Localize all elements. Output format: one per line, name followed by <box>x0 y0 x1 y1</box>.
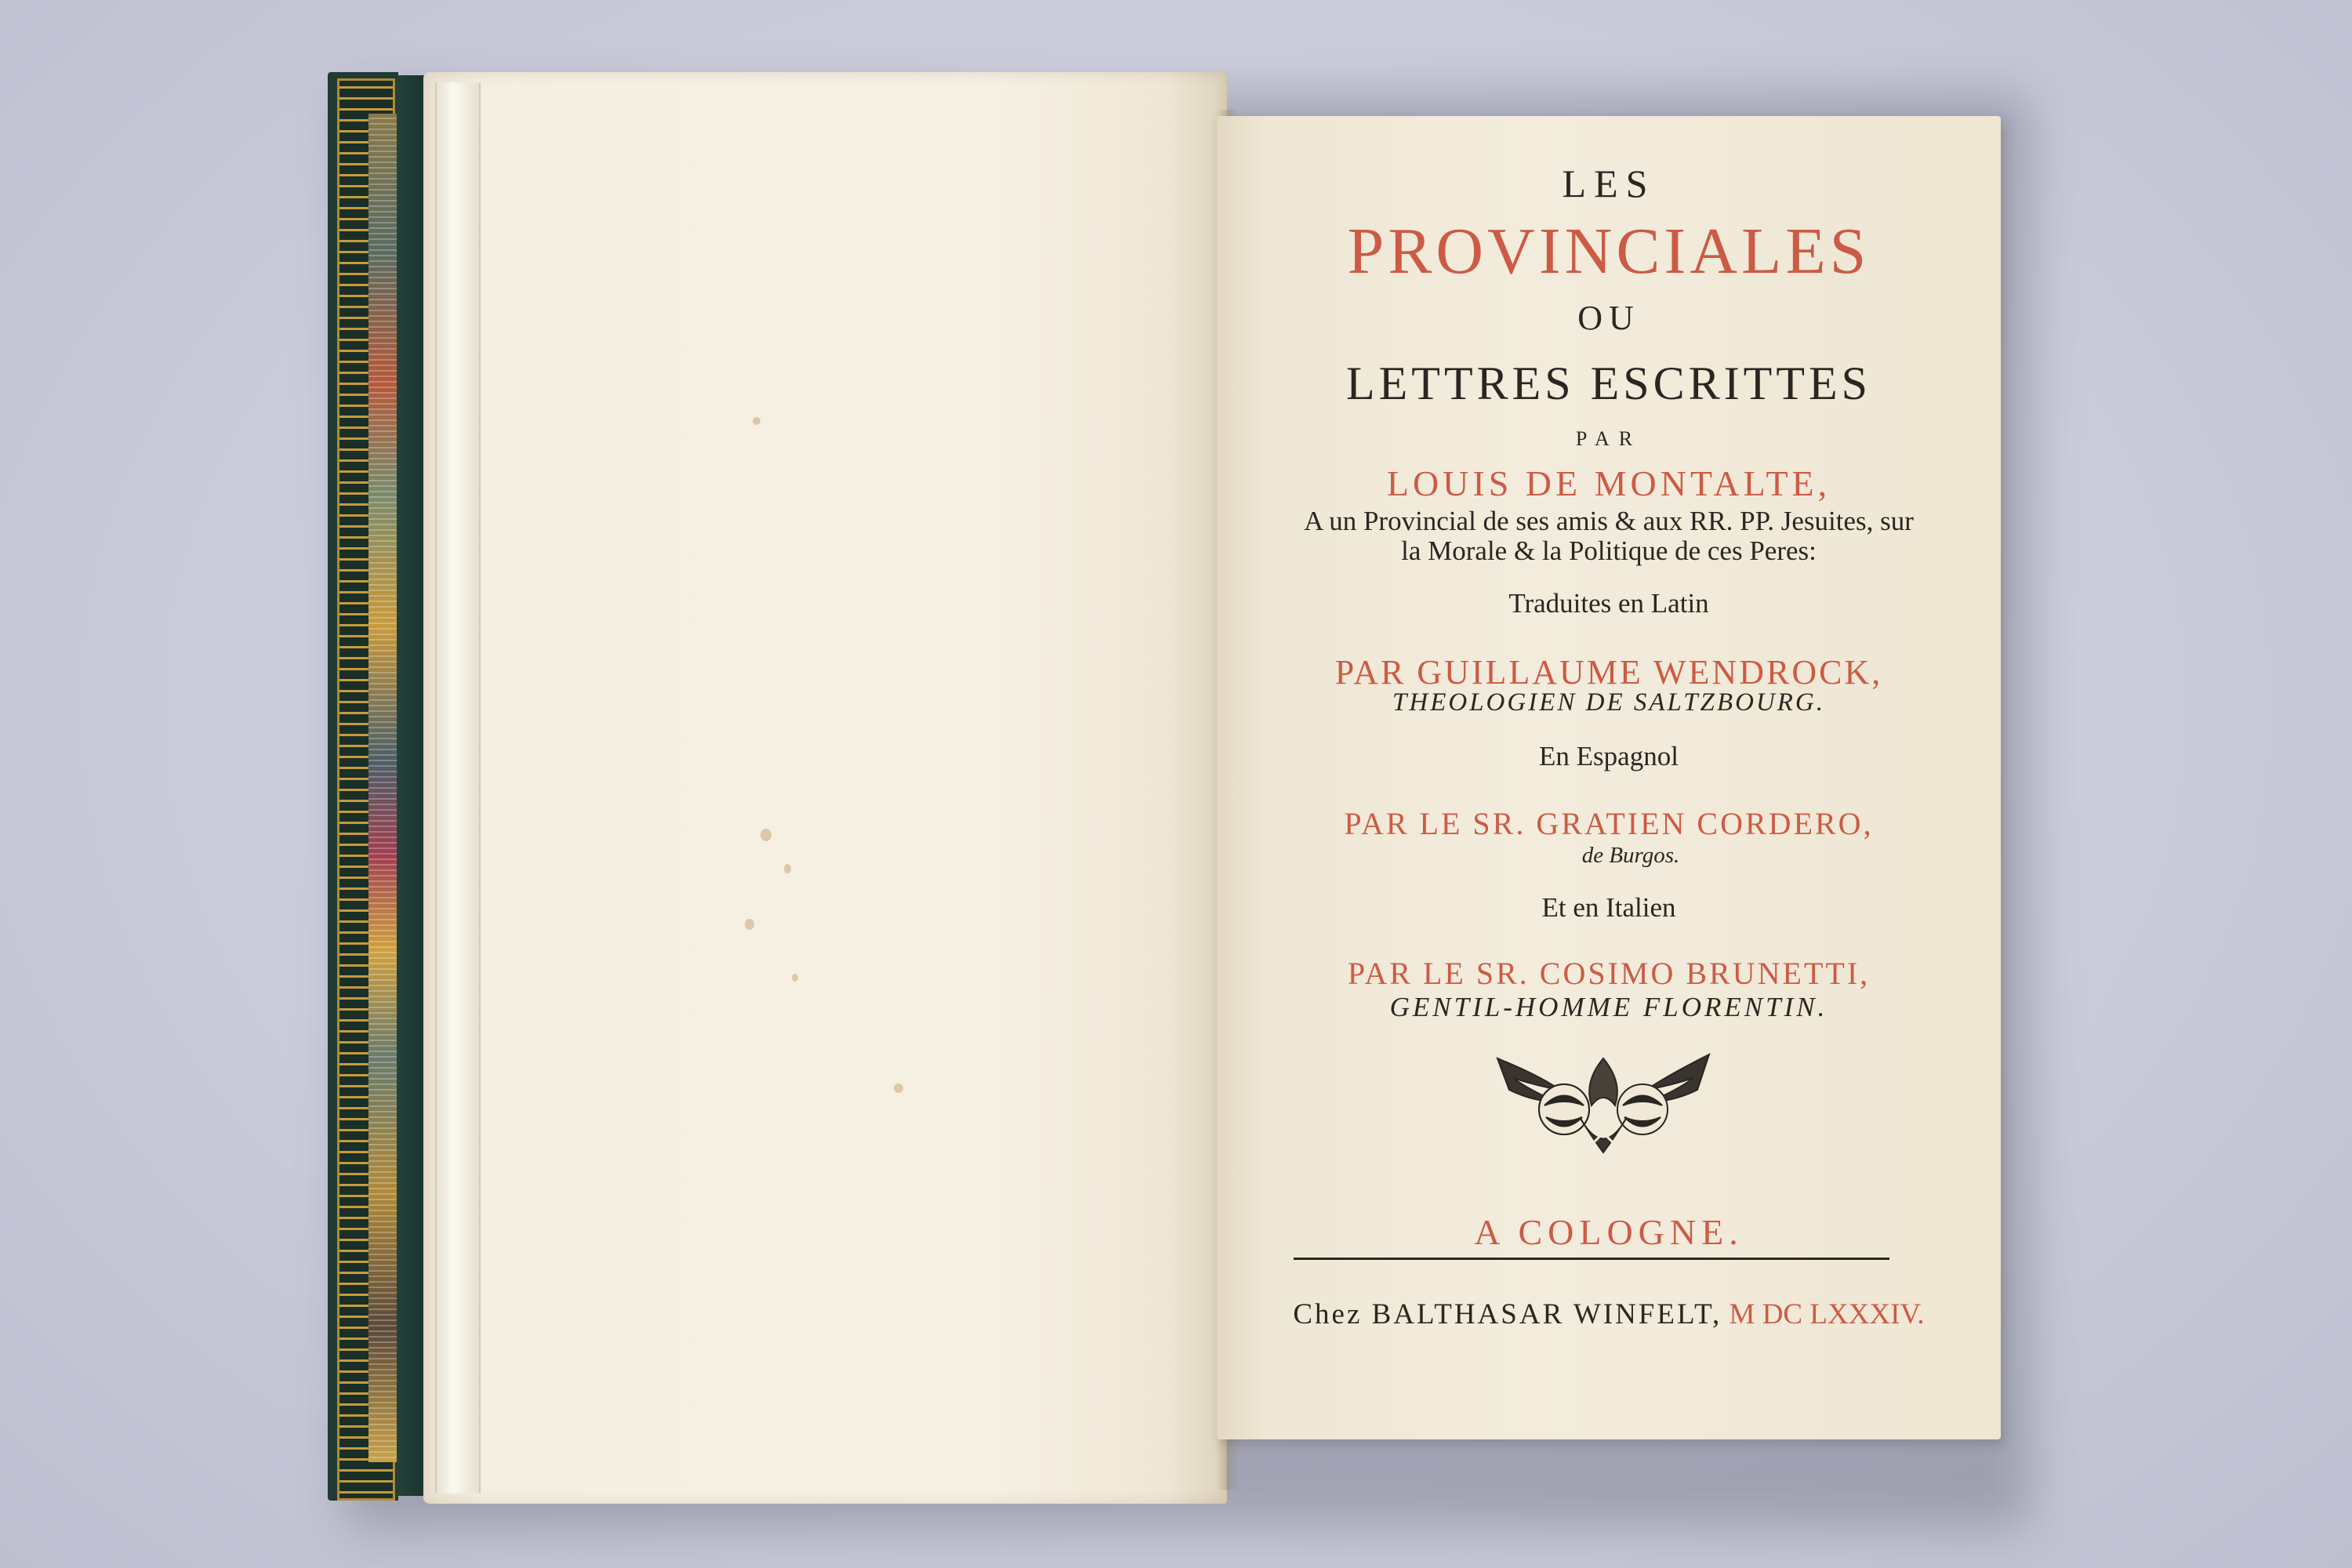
translator-wendrock-title: THEOLOGIEN DE SALTZBOURG. <box>1392 688 1825 717</box>
subtitle-line-1: A un Provincial de ses amis & aux RR. PP. Jesuites, sur <box>1304 506 1914 536</box>
foxing-spot <box>894 1083 903 1093</box>
title-provinciales: PROVINCIALES <box>1347 215 1871 288</box>
translated-latin: Traduites en Latin <box>1508 588 1709 619</box>
title-lettres-escrittes: LETTRES ESCRITTES <box>1346 358 1871 409</box>
translator-cordero: PAR LE SR. GRATIEN CORDERO, <box>1344 806 1874 841</box>
author-louis-de-montalte: LOUIS DE MONTALTE, <box>1386 463 1831 503</box>
title-line-les: LES <box>1562 162 1656 205</box>
translator-cordero-origin: de Burgos. <box>1581 843 1680 868</box>
translated-italian: Et en Italien <box>1541 892 1676 923</box>
translator-brunetti-title: GENTIL-HOMME FLORENTIN. <box>1389 992 1828 1022</box>
page-edge-band <box>435 82 481 1494</box>
foxing-spot <box>745 919 754 930</box>
imprint-line <box>1232 1298 1985 1331</box>
woodcut-flower-ornament <box>1490 1043 1717 1160</box>
translated-spanish: En Espagnol <box>1539 741 1679 771</box>
foxing-spot <box>753 417 760 425</box>
subtitle-line-2: la Morale & la Politique de ces Peres: <box>1401 535 1817 566</box>
translator-brunetti: PAR LE SR. COSIMO BRUNETTI, <box>1347 956 1871 991</box>
translator-wendrock: PAR GUILLAUME WENDROCK, <box>1334 653 1883 691</box>
foxing-spot <box>760 829 771 841</box>
imprint-year: M DC LXXXIV. <box>1729 1298 1925 1330</box>
title-line-par: PAR <box>1575 427 1642 450</box>
foxing-spot <box>784 864 791 873</box>
title-line-ou: OU <box>1577 299 1640 337</box>
imprint-rule <box>1294 1258 1889 1260</box>
foxing-spot <box>792 974 798 982</box>
blank-left-page <box>423 72 1227 1504</box>
imprint-publisher: Chez BALTHASAR WINFELT, <box>1293 1298 1722 1330</box>
place-cologne: A COLOGNE. <box>1474 1212 1744 1252</box>
